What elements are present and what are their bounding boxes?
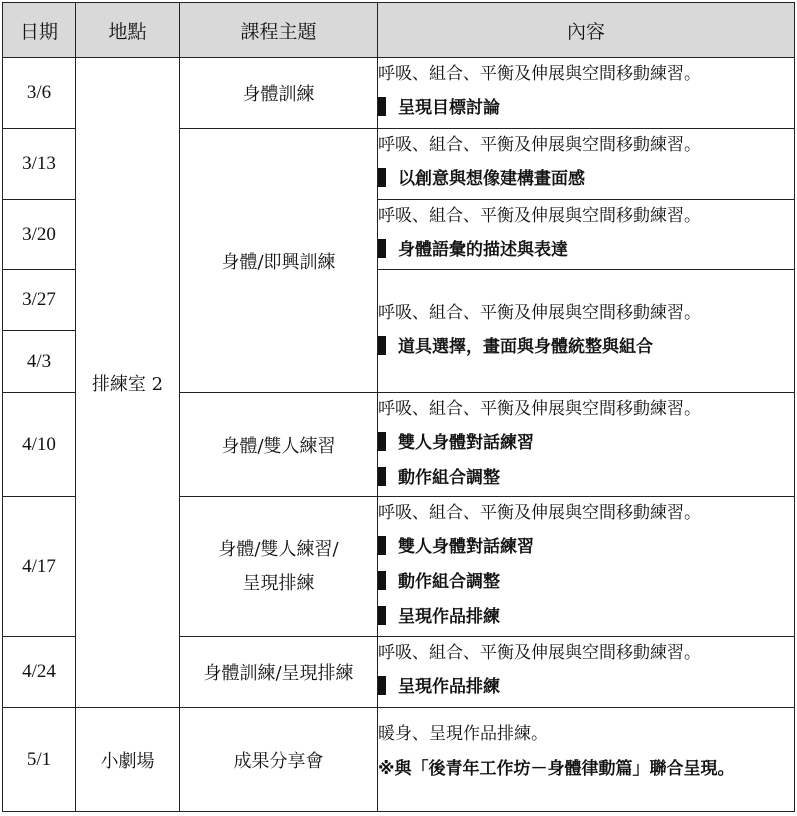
bullet-item: 呈現作品排練 [378,600,794,635]
content-cell [378,270,795,393]
date-cell: 3/13 [3,129,76,200]
bullet-item: 身體語彙的描述與表達 [378,233,794,268]
content-cell [378,129,795,200]
header-content: 內容 [378,3,795,58]
content-line: 暖身、呈現作品排練。 [378,724,548,744]
bullet-icon [378,676,386,695]
content-cell [378,200,795,270]
content-line: 呼吸、組合、平衡及伸展與空間移動練習。 [378,643,701,663]
content-line: 呼吸、組合、平衡及伸展與空間移動練習。 [378,206,701,226]
content-cell [378,497,795,637]
topic-cell: 身體訓練 [180,58,378,129]
bullet-icon [378,606,386,625]
bullet-item: 雙人身體對話練習 [378,426,794,461]
bullet-icon [378,536,386,555]
date-cell: 4/17 [3,497,76,637]
note-line: ※與「後青年工作坊－身體律動篇」聯合呈現。 [378,759,735,779]
header-topic: 課程主題 [180,3,378,58]
topic-cell: 身體訓練/呈現排練 [180,637,378,708]
content-line: 呼吸、組合、平衡及伸展與空間移動練習。 [378,399,701,419]
topic-cell [180,497,378,637]
date-cell: 3/27 [3,270,76,331]
bullet-item: 動作組合調整 [378,565,794,600]
bullet-icon [378,432,386,451]
date-cell: 3/20 [3,200,76,270]
topic-cell: 身體/即興訓練 [180,129,378,393]
content-line: 呼吸、組合、平衡及伸展與空間移動練習。 [378,303,701,323]
date-cell: 4/10 [3,393,76,497]
topic-line: 呈現排練 [242,572,315,594]
bullet-item: 呈現目標討論 [378,91,794,126]
header-location: 地點 [76,3,180,58]
header-date: 日期 [3,3,76,58]
bullet-item: 動作組合調整 [378,461,794,496]
bullet-item: 雙人身體對話練習 [378,530,794,565]
date-cell: 4/3 [3,331,76,393]
topic-cell: 成果分享會 [180,708,378,812]
bullet-item: 呈現作品排練 [378,670,794,705]
bullet-item: 道具選擇，畫面與身體統整與組合 [378,330,794,365]
header-row [3,3,795,58]
bullet-icon [378,571,386,590]
date-cell: 3/6 [3,58,76,129]
content-cell [378,393,795,497]
bullet-icon [378,239,386,258]
bullet-icon [378,336,386,355]
location-cell: 小劇場 [76,708,180,812]
bullet-icon [378,467,386,486]
content-cell [378,58,795,129]
content-line: 呼吸、組合、平衡及伸展與空間移動練習。 [378,503,701,523]
bullet-item: 以創意與想像建構畫面感 [378,162,794,197]
topic-line: 身體/雙人練習/ [218,538,339,560]
topic-cell: 身體/雙人練習 [180,393,378,497]
content-line: 呼吸、組合、平衡及伸展與空間移動練習。 [378,135,701,155]
bullet-icon [378,168,386,187]
table-row [3,58,795,129]
location-cell: 排練室 2 [76,58,180,708]
bullet-icon [378,97,386,116]
content-line: 呼吸、組合、平衡及伸展與空間移動練習。 [378,64,701,84]
date-cell: 4/24 [3,637,76,708]
date-cell: 5/1 [3,708,76,812]
content-cell [378,708,795,812]
schedule-table [2,2,795,812]
table-row [3,708,795,812]
content-cell [378,637,795,708]
